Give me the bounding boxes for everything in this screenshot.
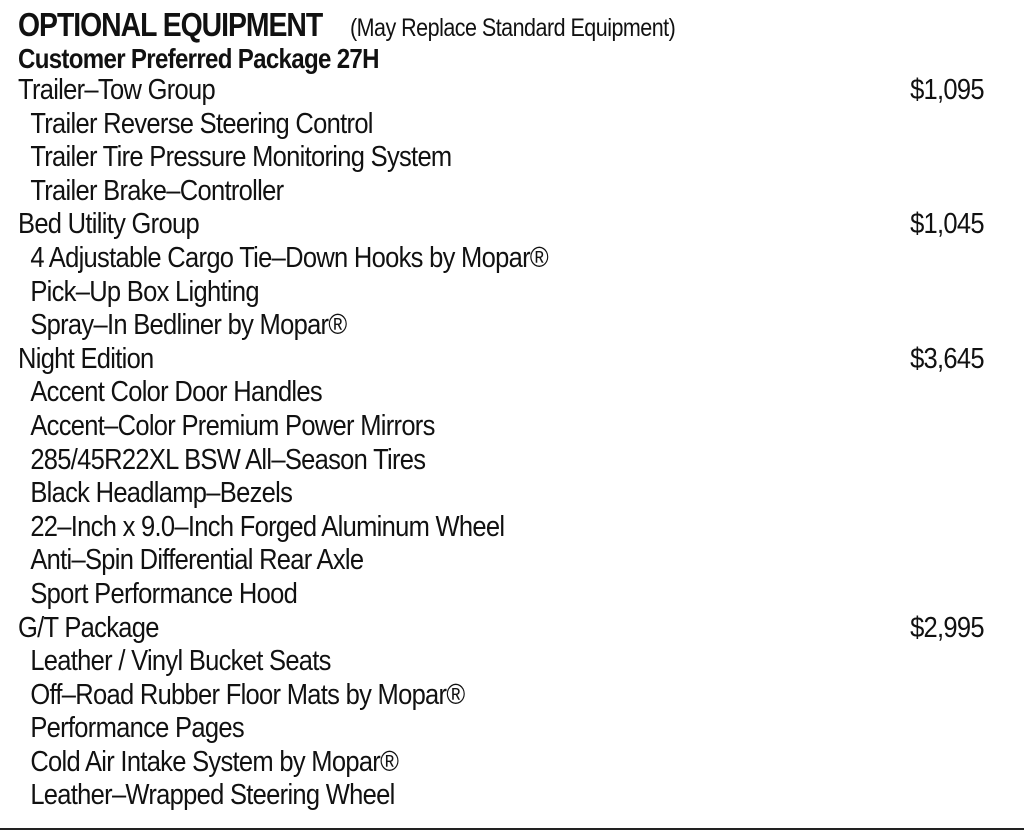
section-title: OPTIONAL EQUIPMENT — [18, 6, 323, 43]
section-note: (May Replace Standard Equipment) — [349, 14, 675, 42]
option-item: Trailer Brake–Controller — [30, 174, 284, 207]
option-group-header — [18, 208, 984, 242]
option-item: 4 Adjustable Cargo Tie–Down Hooks by Mopar® — [30, 241, 548, 274]
option-group-night-edition — [18, 343, 984, 612]
option-item: Performance Pages — [30, 712, 244, 745]
section-heading — [18, 6, 984, 44]
bottom-divider — [0, 828, 1024, 830]
option-item: Spray–In Bedliner by Mopar® — [30, 309, 347, 342]
option-group-name: G/T Package — [18, 611, 159, 644]
option-item: Off–Road Rubber Floor Mats by Mopar® — [30, 678, 465, 711]
option-group-name: Trailer–Tow Group — [18, 74, 215, 106]
option-group-header — [18, 343, 984, 377]
option-item: Trailer Tire Pressure Monitoring System — [30, 141, 452, 174]
option-item: 22–Inch x 9.0–Inch Forged Aluminum Wheel — [30, 510, 505, 543]
option-item: Black Headlamp–Bezels — [30, 477, 293, 510]
option-item: Accent Color Door Handles — [30, 376, 322, 409]
option-group-price: $3,645 — [910, 342, 984, 375]
option-item: Trailer Reverse Steering Control — [30, 107, 373, 140]
option-item: Pick–Up Box Lighting — [30, 275, 259, 308]
option-group-price: $1,095 — [910, 74, 984, 106]
option-group-name: Night Edition — [18, 342, 154, 375]
option-item: 285/45R22XL BSW All–Season Tires — [30, 443, 426, 476]
option-item: Accent–Color Premium Power Mirrors — [30, 409, 435, 442]
option-group-header — [18, 74, 984, 108]
option-group-header — [18, 612, 984, 646]
option-group-price: $1,045 — [910, 208, 984, 241]
option-item: Leather / Vinyl Bucket Seats — [30, 645, 331, 678]
package-title: Customer Preferred Package 27H — [18, 43, 379, 74]
option-item: Leather–Wrapped Steering Wheel — [30, 779, 395, 812]
option-group-price: $2,995 — [910, 611, 984, 644]
option-group-bed-utility — [18, 208, 984, 342]
option-group-gt-package — [18, 612, 984, 814]
option-group-trailer-tow — [18, 74, 984, 208]
option-item: Cold Air Intake System by Mopar® — [30, 745, 399, 778]
option-item: Sport Performance Hood — [30, 577, 298, 610]
option-group-name: Bed Utility Group — [18, 208, 199, 241]
option-item: Anti–Spin Differential Rear Axle — [30, 544, 364, 577]
optional-equipment-sheet — [18, 6, 984, 813]
